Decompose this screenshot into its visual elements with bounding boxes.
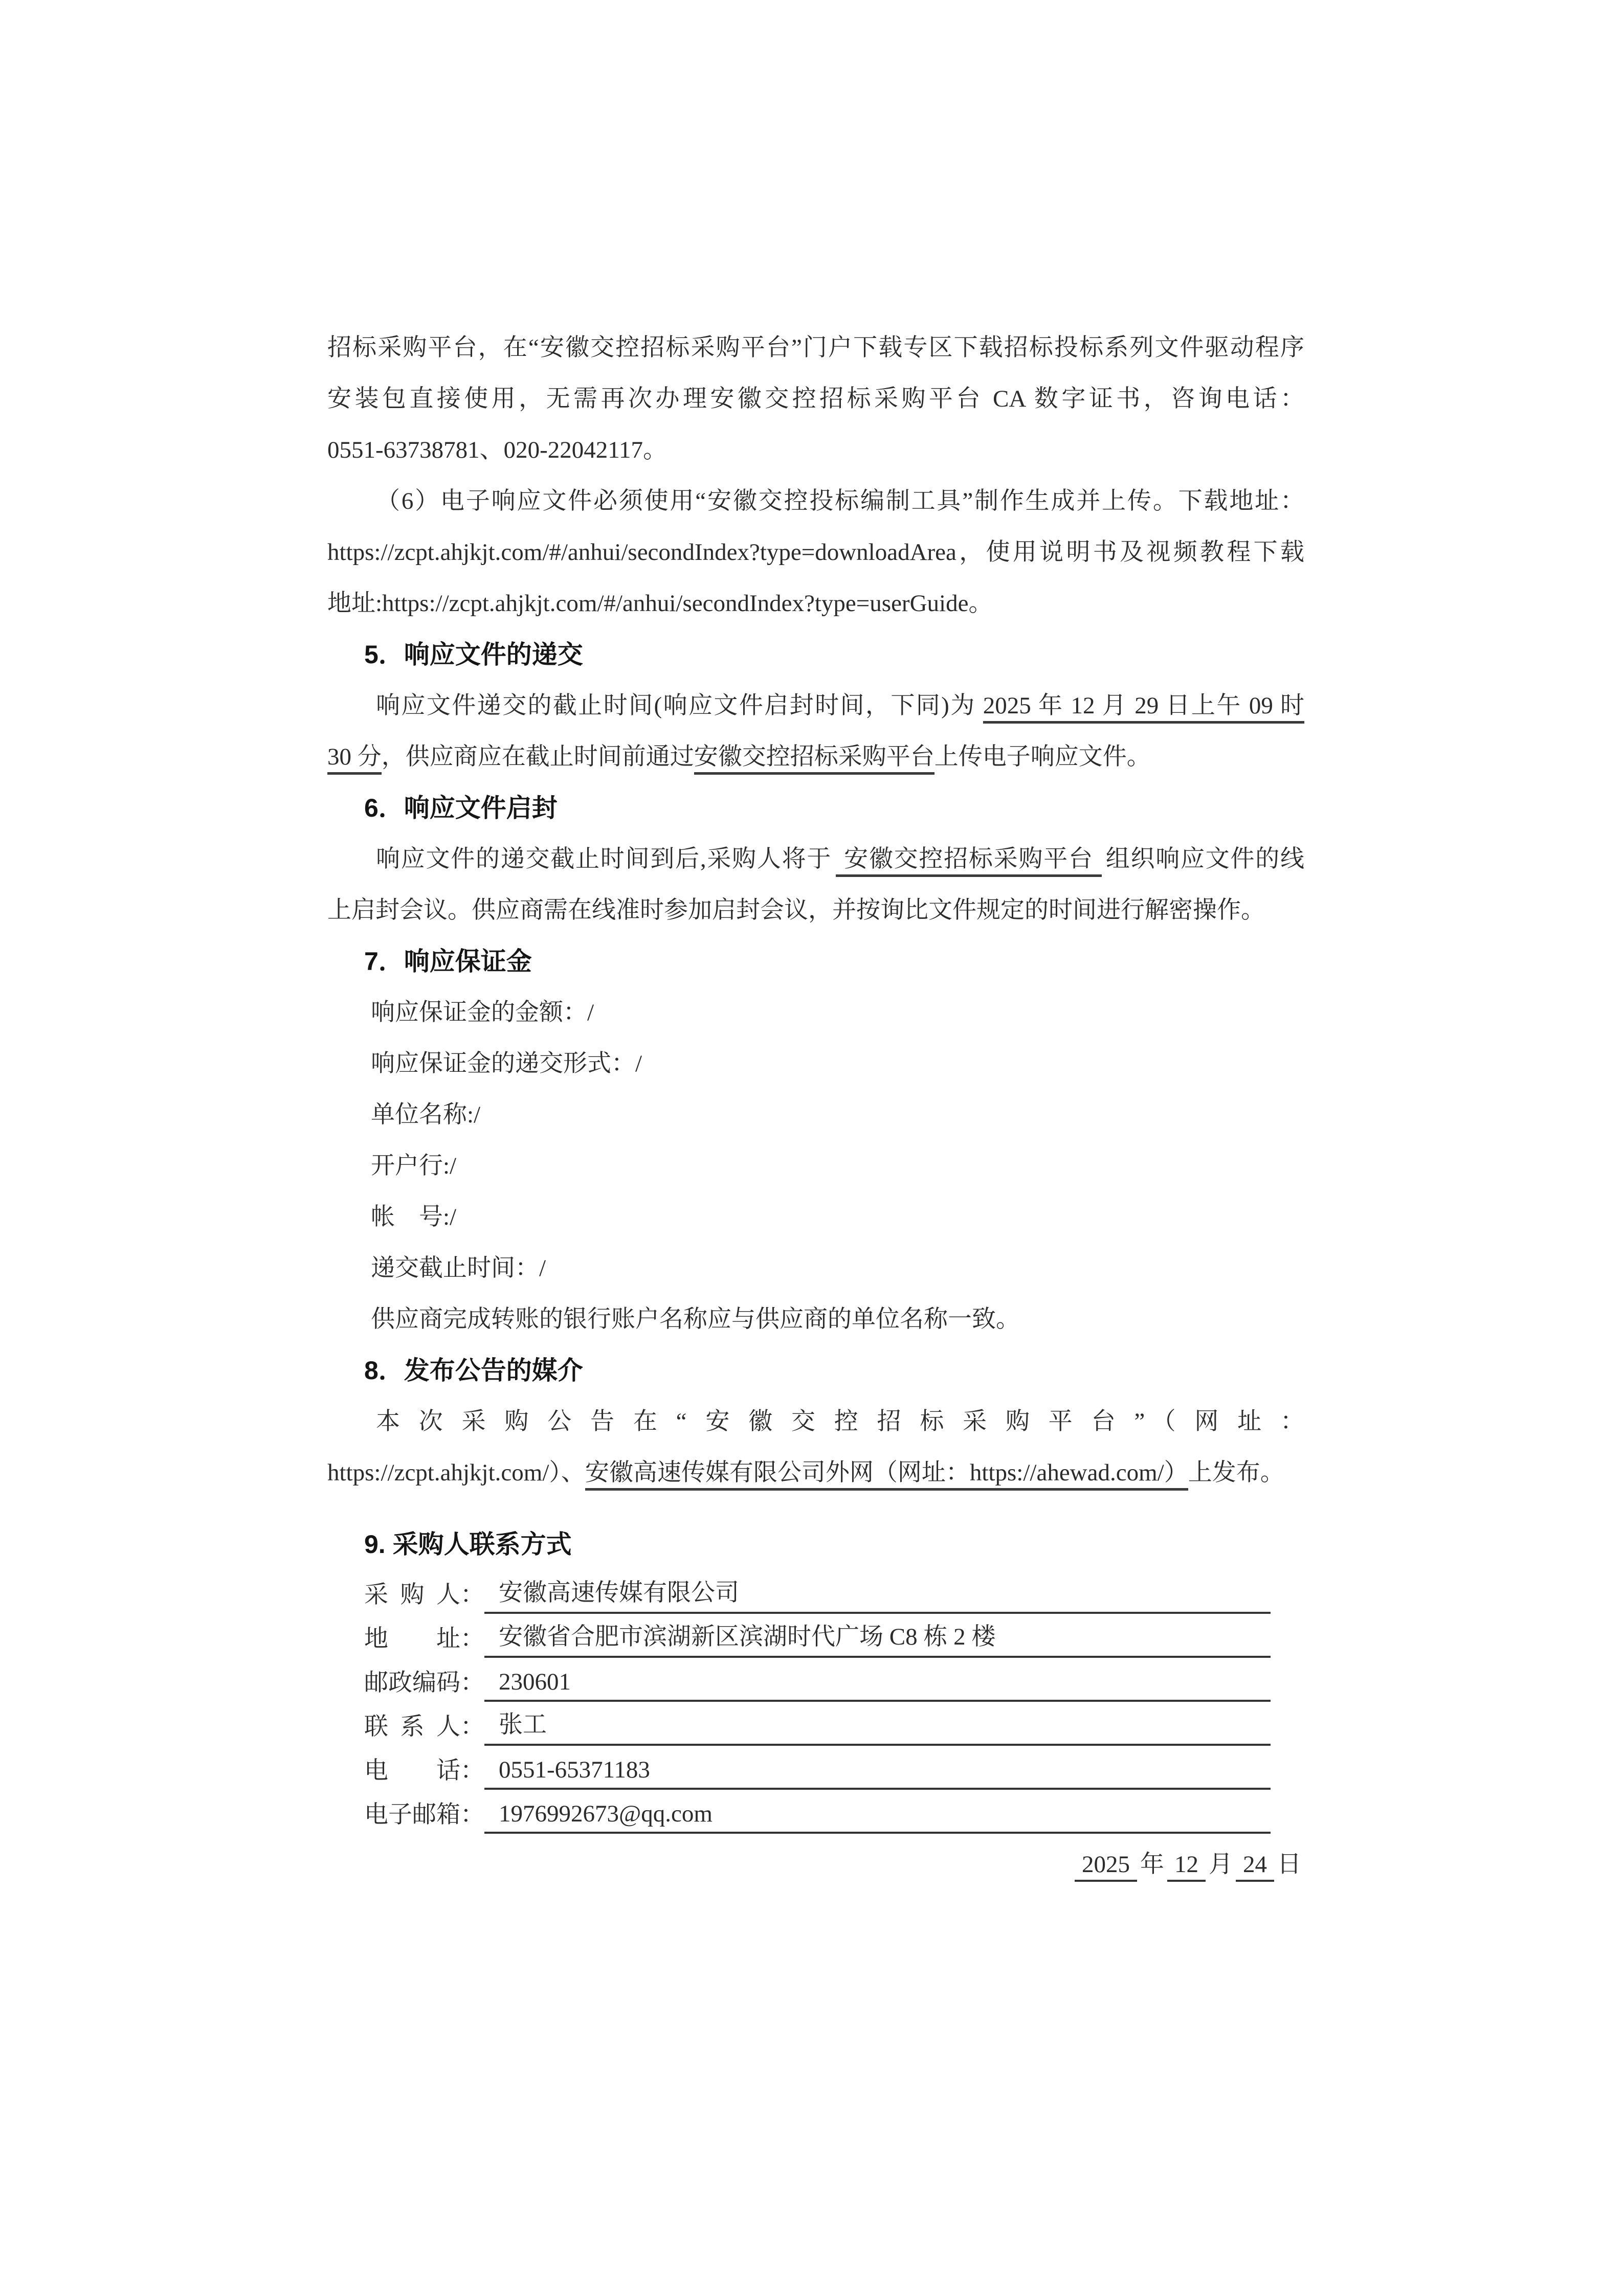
deposit-deadline-line: 递交截止时间：/	[371, 1255, 546, 1281]
date-line	[327, 1839, 1304, 1890]
date-month-unit: 月	[1209, 1851, 1233, 1878]
section-6-heading: 6．响应文件启封	[364, 794, 558, 822]
deadline-text: 响应文件递交的截止时间(响应文件启封时间，下同)为	[376, 692, 983, 719]
platform-name-underlined: 安徽交控招标采购平台	[836, 846, 1102, 877]
section-8-heading: 8．发布公告的媒介	[364, 1356, 583, 1385]
label-colon: ：	[460, 1626, 484, 1652]
contact-value: 0551-65371183	[484, 1756, 1271, 1790]
section-5-paragraph-line-1	[327, 680, 1304, 731]
contact-label	[364, 1575, 484, 1614]
section-6-paragraph-line-2: 上启封会议。供应商需在线准时参加启封会议，并按询比文件规定的时间进行解密操作。	[327, 897, 1265, 924]
contact-label-text: 联系人	[364, 1714, 460, 1740]
date-day-unit: 日	[1277, 1851, 1301, 1878]
contact-row-email	[327, 1790, 1304, 1834]
contact-label	[364, 1619, 484, 1658]
deposit-form-line: 响应保证金的递交形式：/	[371, 1050, 642, 1077]
label-colon: ：	[460, 1758, 484, 1784]
opening-text-end: 组织响应文件的线	[1105, 846, 1304, 872]
deadline-date-underlined: 2025 年 12 月 29 日上午 09 时	[983, 692, 1304, 724]
contact-value: 安徽高速传媒有限公司	[484, 1573, 1271, 1614]
label-colon: ：	[460, 1714, 484, 1740]
contact-row-phone	[327, 1746, 1304, 1790]
opening-text: 响应文件的递交截止时间到后,采购人将于	[376, 846, 832, 872]
contact-label	[364, 1751, 484, 1790]
label-colon: ：	[460, 1582, 484, 1608]
contact-label-text: 电话	[364, 1758, 460, 1784]
document-content	[327, 322, 1304, 1890]
section-5-heading: 5．响应文件的递交	[364, 640, 583, 669]
section-5-paragraph-line-2	[327, 731, 1304, 782]
contact-label	[364, 1795, 484, 1834]
section-9-heading: 9. 采购人联系方式	[364, 1530, 572, 1559]
deposit-note-line: 供应商完成转账的银行账户名称应与供应商的单位名称一致。	[371, 1306, 1020, 1333]
contact-label-text: 电子邮箱	[364, 1802, 460, 1828]
contact-label	[364, 1663, 484, 1702]
contact-label-text: 采购人	[364, 1582, 460, 1608]
deposit-amount-line: 响应保证金的金额：/	[371, 999, 594, 1026]
item6-line-2: https://zcpt.ahjkjt.com/#/anhui/secondIndex?type=downloadArea，使用说明书及视频教程下载	[327, 539, 1304, 566]
platform-name-underlined: 安徽交控招标采购平台	[694, 744, 935, 775]
label-colon: ：	[460, 1670, 484, 1696]
date-year: 2025	[1075, 1851, 1137, 1882]
section-8-paragraph-line-2	[327, 1447, 1304, 1498]
submission-text: ，供应商应在截止时间前通过	[381, 744, 694, 770]
date-day: 24	[1236, 1851, 1274, 1882]
section-8-paragraph-line-1: 本次采购公告在“安徽交控招标采购平台”（网址：	[376, 1408, 1304, 1435]
contact-row-purchaser	[327, 1570, 1304, 1614]
deadline-minutes-underlined: 30 分	[327, 744, 382, 775]
contact-row-postcode	[327, 1658, 1304, 1702]
label-colon: ：	[460, 1802, 484, 1828]
intro-line-1: 招标采购平台，在“安徽交控招标采购平台”门户下载专区下载招标投标系列文件驱动程序	[327, 334, 1304, 361]
contact-row-contact-person	[327, 1702, 1304, 1746]
contact-label	[364, 1707, 484, 1746]
contact-value: 230601	[484, 1668, 1271, 1702]
intro-line-2: 安装包直接使用，无需再次办理安徽交控招标采购平台 CA 数字证书，咨询电话：	[327, 386, 1304, 412]
deposit-bank-line: 开户行:/	[371, 1153, 457, 1179]
contact-value: 安徽省合肥市滨湖新区滨湖时代广场 C8 栋 2 楼	[484, 1617, 1271, 1658]
external-site-underlined: 安徽高速传媒有限公司外网（网址：https://ahewad.com/）	[585, 1459, 1188, 1491]
announcement-text-end: 上发布。	[1188, 1459, 1284, 1486]
item6-line-3: 地址:https://zcpt.ahjkjt.com/#/anhui/secondIndex?type=userGuide。	[327, 590, 993, 617]
contact-value: 1976992673@qq.com	[484, 1800, 1271, 1834]
contact-row-address	[327, 1614, 1304, 1658]
contact-label-text: 地址	[364, 1626, 460, 1652]
section-7-heading: 7．响应保证金	[364, 947, 532, 976]
announcement-url: https://zcpt.ahjkjt.com/）、	[327, 1459, 585, 1486]
date-month: 12	[1167, 1851, 1206, 1882]
section-6-paragraph-line-1	[327, 834, 1304, 885]
date-year-unit: 年	[1140, 1851, 1164, 1878]
intro-line-3: 0551-63738781、020-22042117。	[327, 437, 668, 463]
item6-line-1: （6）电子响应文件必须使用“安徽交控投标编制工具”制作生成并上传。下载地址：	[376, 488, 1304, 514]
deposit-unit-name-line: 单位名称:/	[371, 1101, 481, 1128]
contact-value: 张工	[484, 1705, 1271, 1746]
contact-label-text: 邮政编码	[364, 1670, 460, 1696]
submission-text-end: 上传电子响应文件。	[934, 744, 1151, 770]
deposit-account-line: 帐 号:/	[371, 1204, 457, 1230]
